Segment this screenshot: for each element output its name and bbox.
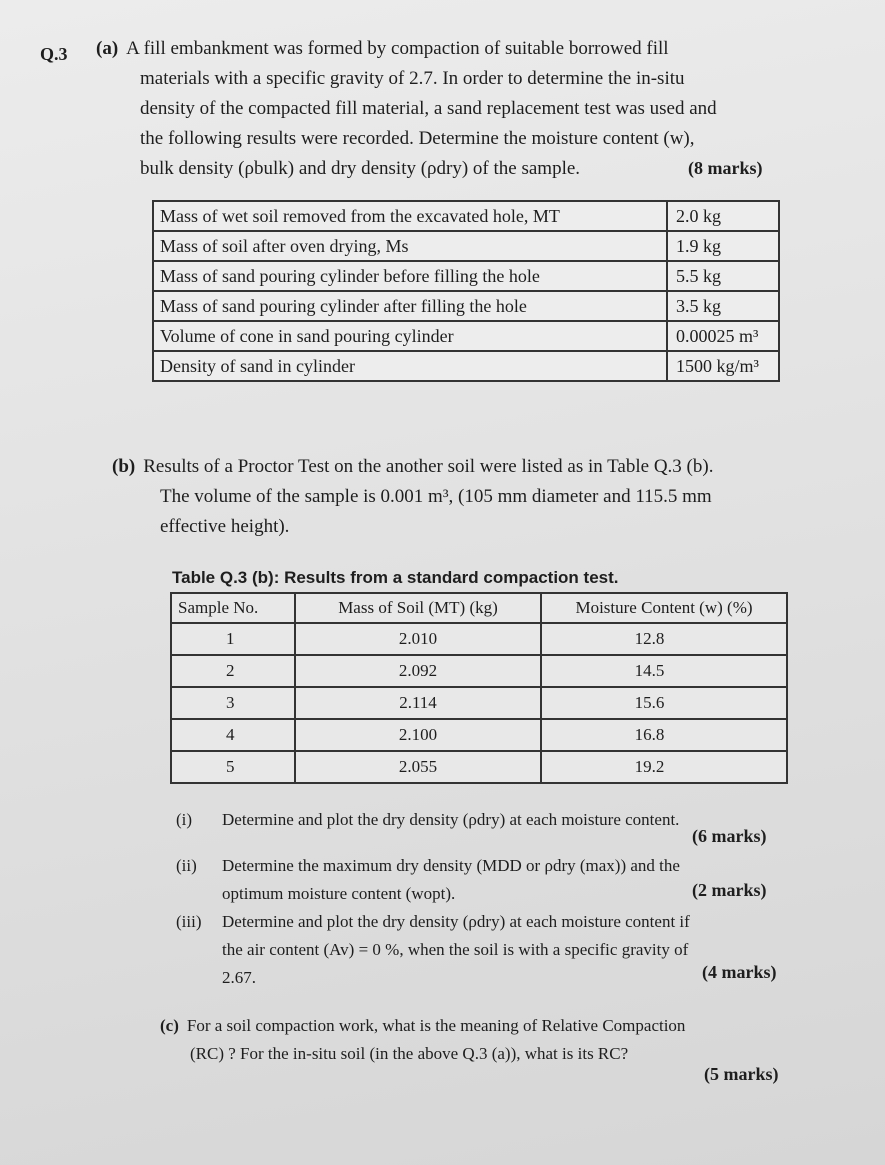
sub-iii-line-1 bbox=[176, 908, 690, 935]
question-number: Q.3 bbox=[40, 44, 68, 64]
sub-ii-label: (ii) bbox=[176, 856, 197, 875]
cell-sample: 4 bbox=[171, 719, 295, 751]
cell-moisture: 15.6 bbox=[541, 687, 787, 719]
table-cell-value: 2.0 kg bbox=[667, 201, 779, 231]
table-row bbox=[171, 655, 787, 687]
table-row bbox=[171, 751, 787, 783]
table-cell-label: Mass of sand pouring cylinder before filling the hole bbox=[153, 261, 667, 291]
sub-iii-line-2: the air content (Av) = 0 %, when the soil is with a specific gravity of bbox=[222, 940, 689, 959]
table-cell-value: 1500 kg/m³ bbox=[667, 351, 779, 381]
cell-sample: 5 bbox=[171, 751, 295, 783]
sub-iii-marks: (4 marks) bbox=[702, 962, 777, 982]
part-c-line-2: (RC) ? For the in-situ soil (in the above Q.3 (a)), what is its RC? bbox=[190, 1044, 629, 1063]
compaction-results-table bbox=[170, 592, 788, 784]
sub-i bbox=[176, 806, 679, 833]
column-header-sample: Sample No. bbox=[171, 593, 295, 623]
part-a-line-4: the following results were recorded. Determine the moisture content (w), bbox=[140, 128, 695, 149]
table-cell-value: 3.5 kg bbox=[667, 291, 779, 321]
sub-i-text: Determine and plot the dry density (ρdry) at each moisture content. bbox=[222, 810, 680, 829]
table-cell-label: Density of sand in cylinder bbox=[153, 351, 667, 381]
table-cell-label: Mass of wet soil removed from the excavated hole, MT bbox=[153, 201, 667, 231]
table-row bbox=[153, 261, 779, 291]
sub-ii-text-1: Determine the maximum dry density (MDD or ρdry (max)) and the bbox=[222, 856, 680, 875]
part-b-text-1: Results of a Proctor Test on the another soil were listed as in Table Q.3 (b). bbox=[143, 456, 714, 477]
table-cell-value: 1.9 kg bbox=[667, 231, 779, 261]
sand-replacement-table bbox=[152, 200, 780, 382]
part-b-line-3: effective height). bbox=[160, 516, 290, 537]
cell-moisture: 16.8 bbox=[541, 719, 787, 751]
part-a-line-2: materials with a specific gravity of 2.7. In order to determine the in-situ bbox=[140, 68, 685, 89]
column-header-mass: Mass of Soil (MT) (kg) bbox=[295, 593, 541, 623]
table-cell-value: 5.5 kg bbox=[667, 261, 779, 291]
cell-mass: 2.092 bbox=[295, 655, 541, 687]
cell-mass: 2.100 bbox=[295, 719, 541, 751]
part-b-label: (b) bbox=[112, 456, 136, 477]
table-cell-label: Mass of soil after oven drying, Ms bbox=[153, 231, 667, 261]
cell-moisture: 14.5 bbox=[541, 655, 787, 687]
table-header-row bbox=[171, 593, 787, 623]
table-cell-label: Mass of sand pouring cylinder after filling the hole bbox=[153, 291, 667, 321]
table-row bbox=[171, 719, 787, 751]
table-row bbox=[171, 687, 787, 719]
table-row bbox=[153, 321, 779, 351]
cell-mass: 2.114 bbox=[295, 687, 541, 719]
cell-sample: 2 bbox=[171, 655, 295, 687]
part-c-line-1 bbox=[160, 1012, 685, 1039]
sub-iii-text-1: Determine and plot the dry density (ρdry) at each moisture content if bbox=[222, 912, 690, 931]
part-c-label: (c) bbox=[160, 1016, 179, 1035]
table-row bbox=[153, 291, 779, 321]
part-a-marks: (8 marks) bbox=[688, 158, 763, 178]
table-cell-value: 0.00025 m³ bbox=[667, 321, 779, 351]
part-a-label: (a) bbox=[96, 38, 119, 59]
sub-i-label: (i) bbox=[176, 810, 193, 829]
part-a-line-3: density of the compacted fill material, a sand replacement test was used and bbox=[140, 98, 717, 119]
cell-mass: 2.010 bbox=[295, 623, 541, 655]
part-a-line-1 bbox=[96, 34, 669, 64]
cell-sample: 1 bbox=[171, 623, 295, 655]
part-c-marks: (5 marks) bbox=[704, 1064, 779, 1084]
part-c-text-1: For a soil compaction work, what is the meaning of Relative Compaction bbox=[186, 1016, 686, 1035]
sub-ii-line-2: optimum moisture content (wopt). bbox=[222, 884, 456, 903]
sub-iii-label: (iii) bbox=[176, 912, 202, 931]
cell-moisture: 12.8 bbox=[541, 623, 787, 655]
cell-mass: 2.055 bbox=[295, 751, 541, 783]
table-cell-label: Volume of cone in sand pouring cylinder bbox=[153, 321, 667, 351]
sub-ii-line-1 bbox=[176, 852, 680, 879]
table-row bbox=[153, 351, 779, 381]
sub-i-marks: (6 marks) bbox=[692, 826, 767, 846]
cell-sample: 3 bbox=[171, 687, 295, 719]
table-row bbox=[153, 231, 779, 261]
column-header-moisture: Moisture Content (w) (%) bbox=[541, 593, 787, 623]
part-b-line-1 bbox=[112, 452, 713, 482]
sub-ii-marks: (2 marks) bbox=[692, 880, 767, 900]
sub-iii-line-3: 2.67. bbox=[222, 968, 256, 987]
table-caption: Table Q.3 (b): Results from a standard compaction test. bbox=[172, 568, 619, 587]
table-row bbox=[153, 201, 779, 231]
part-a-text-1: A fill embankment was formed by compaction of suitable borrowed fill bbox=[126, 38, 669, 59]
table-row bbox=[171, 623, 787, 655]
cell-moisture: 19.2 bbox=[541, 751, 787, 783]
part-a-line-5: bulk density (ρbulk) and dry density (ρdry) of the sample. bbox=[140, 158, 581, 179]
part-b-line-2: The volume of the sample is 0.001 m³, (105 mm diameter and 115.5 mm bbox=[160, 486, 712, 507]
